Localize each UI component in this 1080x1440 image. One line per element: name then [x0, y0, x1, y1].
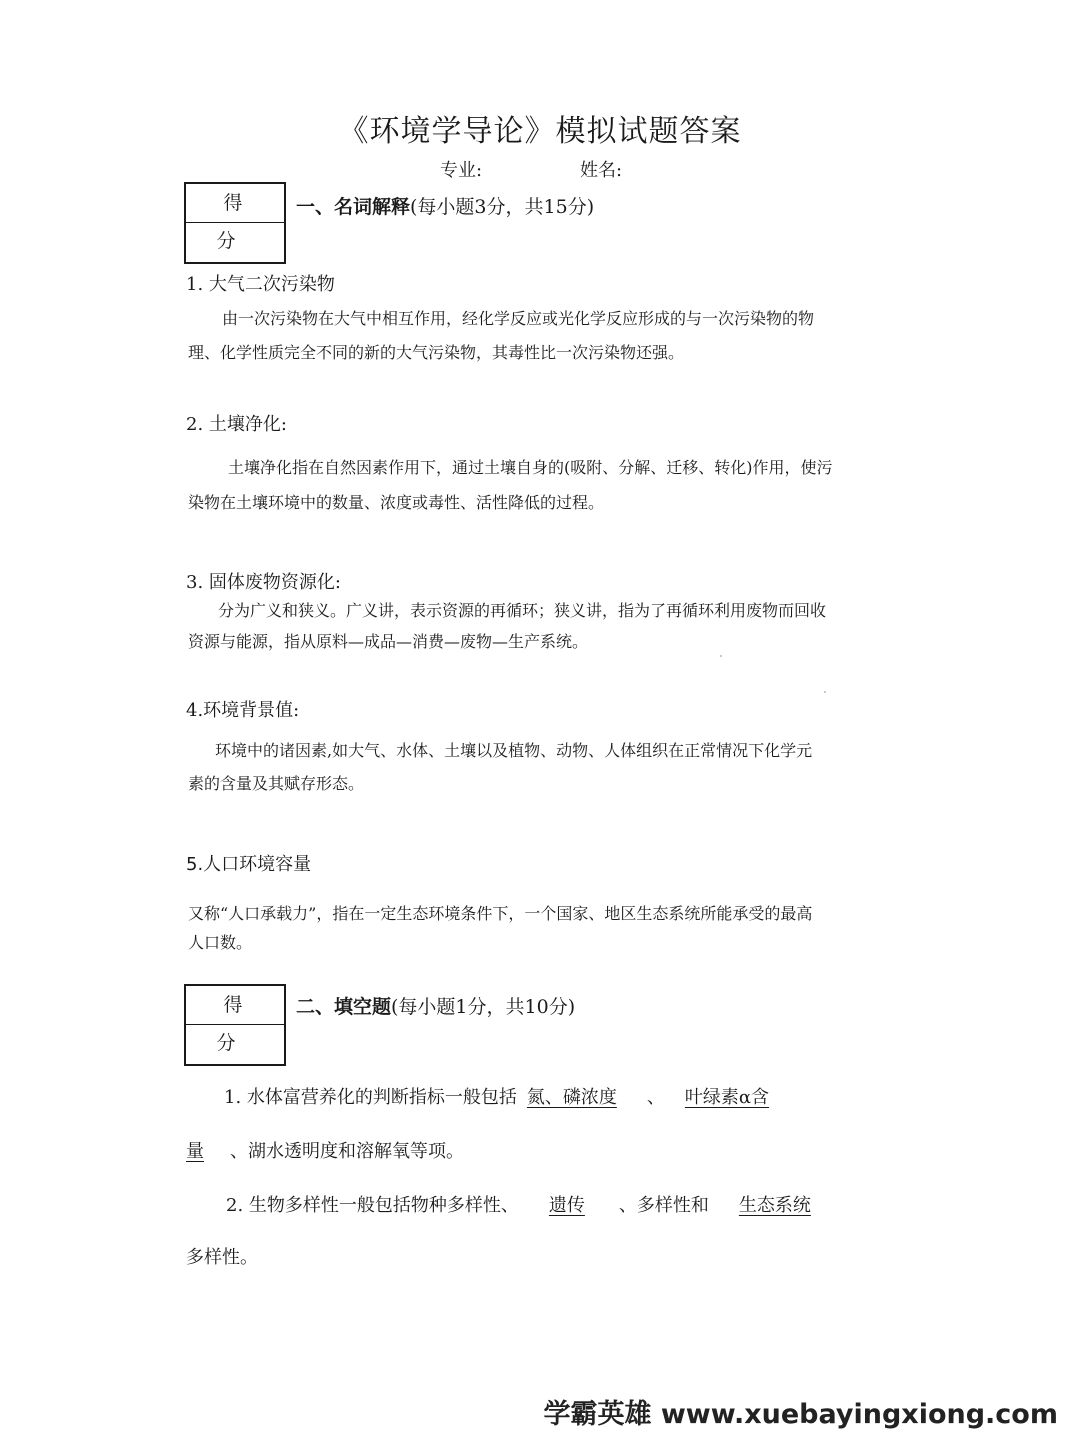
fill-question-1-line-2	[186, 1137, 464, 1163]
term-3-label: 3. 固体废物资源化:	[186, 572, 341, 593]
name-label: 姓名:	[580, 160, 623, 181]
term-2-label: 2. 土壤净化:	[186, 414, 287, 435]
term-4-line-2: 素的含量及其赋存形态。	[188, 774, 365, 793]
section-2-note: (每小题1分，共10分)	[391, 996, 576, 1018]
term-5-label: 5.人口环境容量	[186, 854, 312, 875]
fill-question-1-line-1	[224, 1083, 773, 1109]
page-title: 《环境学导论》模拟试题答案	[338, 114, 742, 149]
term-5-line-1: 又称“人口承载力”，指在一定生态环境条件下，一个国家、地区生态系统所能承受的最高	[188, 904, 813, 923]
fill-2-prefix: 2. 生物多样性一般包括物种多样性、	[226, 1195, 519, 1216]
major-label: 专业:	[440, 160, 483, 181]
term-4-line-1: 环境中的诸因素,如大气、水体、土壤以及植物、动物、人体组织在正常情况下化学元	[215, 741, 813, 760]
fill-1-separator: 、	[646, 1087, 665, 1108]
watermark: 学霸英雄 www.xuebayingxiong.com	[543, 1399, 1058, 1430]
score-label: 得 分	[186, 184, 284, 223]
term-1-label: 1. 大气二次污染物	[186, 274, 335, 295]
score-label: 得 分	[186, 986, 284, 1025]
fill-2-suffix: 多样性。	[186, 1247, 258, 1268]
term-3-line-2: 资源与能源，指从原料—成品—消费—废物—生产系统。	[188, 632, 589, 651]
term-5-line-2: 人口数。	[188, 933, 253, 952]
scan-speck	[720, 655, 722, 657]
fill-2-middle: 、多样性和	[618, 1195, 709, 1216]
fill-2-answer-2: 生态系统	[738, 1195, 811, 1216]
term-4-label: 4.环境背景值:	[186, 700, 300, 721]
section-2-heading	[296, 992, 575, 1019]
term-2-line-2: 染物在土壤环境中的数量、浓度或毒性、活性降低的过程。	[188, 493, 605, 512]
fill-1-prefix: 1. 水体富营养化的判断指标一般包括	[224, 1087, 517, 1108]
fill-question-2-line-1	[226, 1191, 813, 1217]
scan-speck	[824, 691, 826, 693]
section-1-note: (每小题3分，共15分)	[410, 196, 595, 218]
fill-1-suffix: 、湖水透明度和溶解氧等项。	[230, 1141, 464, 1162]
score-box-1	[184, 182, 286, 264]
section-1-title: 一、名词解释	[296, 196, 411, 218]
term-1-line-2: 理、化学性质完全不同的新的大气污染物，其毒性比一次污染物还强。	[188, 343, 685, 362]
term-2-line-1: 土壤净化指在自然因素作用下，通过土壤自身的(吸附、分解、迁移、转化)作用，使污	[228, 458, 833, 477]
score-box-2	[184, 984, 286, 1066]
fill-1-answer-2a: 叶绿素α含	[684, 1087, 770, 1108]
section-1-heading	[296, 192, 594, 219]
section-2-title: 二、填空题	[296, 996, 392, 1018]
fill-2-answer-1: 遗传	[548, 1195, 585, 1216]
term-1-line-1: 由一次污染物在大气中相互作用，经化学反应或光化学反应形成的与一次污染物的物	[222, 309, 815, 328]
fill-1-answer-2b: 量	[186, 1141, 204, 1162]
term-3-line-1: 分为广义和狭义。广义讲，表示资源的再循环；狭义讲，指为了再循环利用废物而回收	[218, 601, 827, 620]
fill-1-answer-1: 氮、磷浓度	[526, 1087, 617, 1108]
